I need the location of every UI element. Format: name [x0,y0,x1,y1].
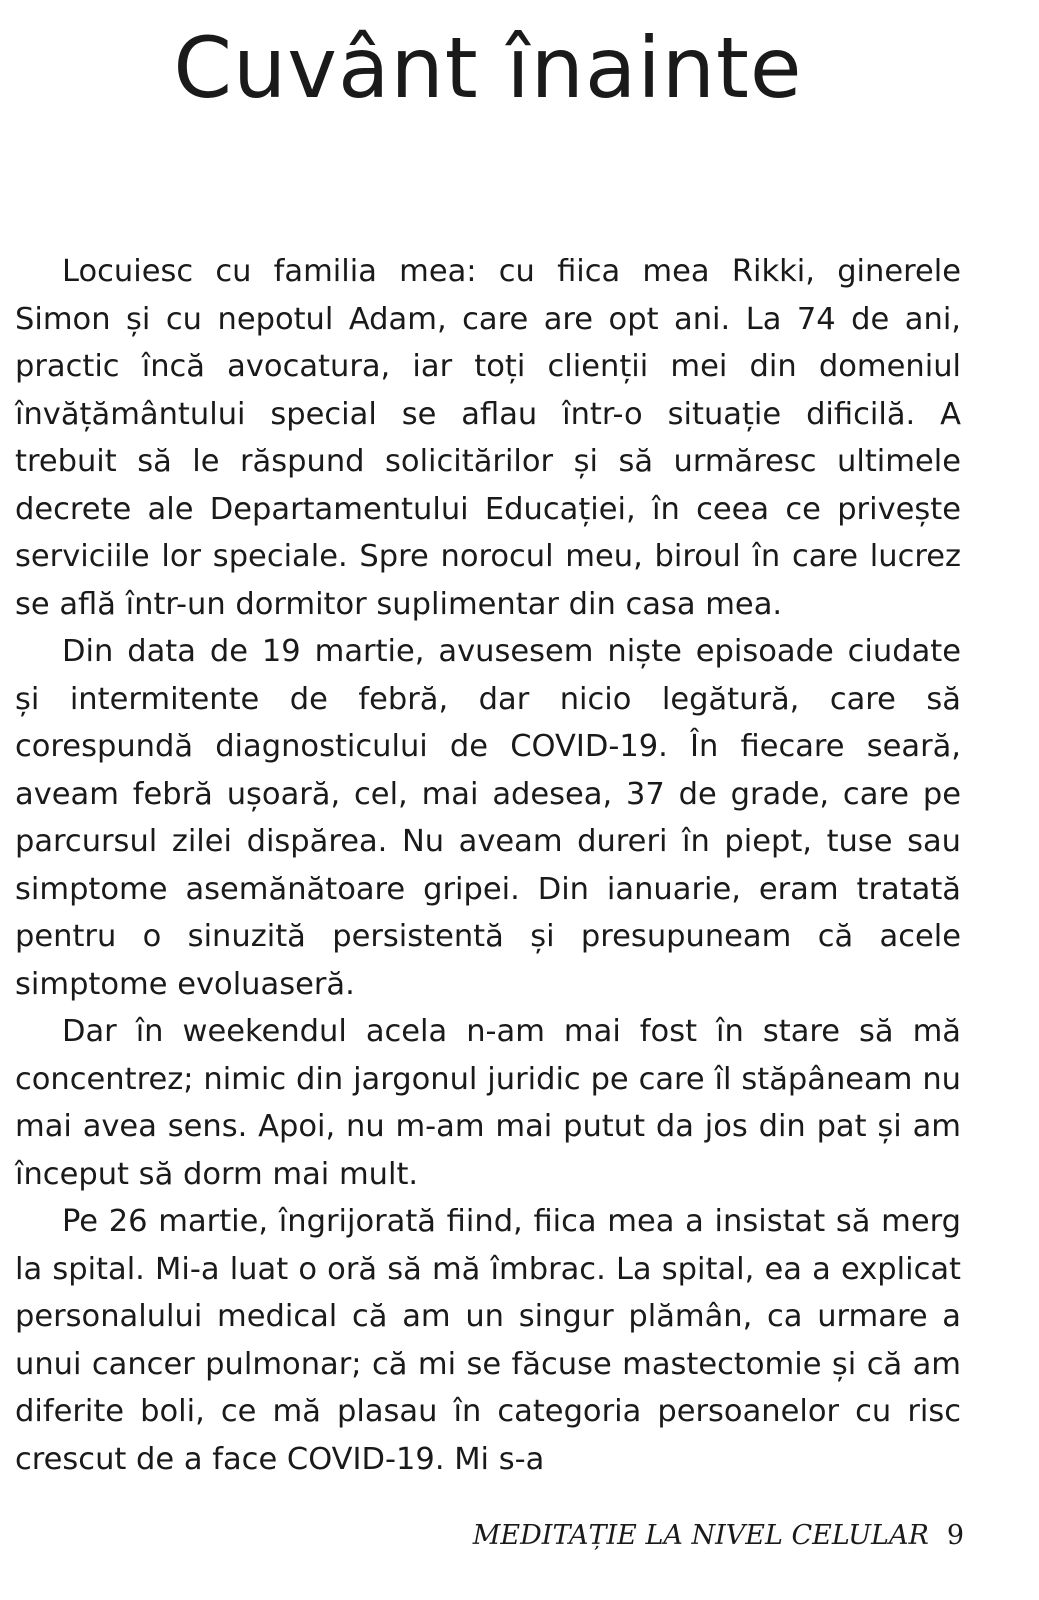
page-title: Cuvânt înainte [173,19,803,117]
paragraph-3: Dar în weekendul acela n-am mai fost în stare să mă concentrez; nimic din jargonul juridic pe care îl stăpâneam nu mai avea sens. Apoi, nu m-am mai putut da jos din pat și am început să dorm mai mult. [15,1014,961,1192]
running-title: MEDITAȚIE LA NIVEL CELULAR [472,1520,929,1551]
paragraph-1: Locuiesc cu familia mea: cu fiica mea Rikki, ginerele Simon și cu nepotul Adam, care are opt ani. La 74 de ani, practic încă avocatura, iar toți clienții mei din domeniul învățământului special se aflau într-o situație dificilă. A trebuit să le răspund solicitărilor și să urmăresc ultimele decrete ale Departamentului Educației, în ceea ce privește serviciile lor speciale. Spre norocul meu, biroul în care lucrez se află într-un dormitor suplimentar din casa mea. [15,254,961,622]
paragraph-2: Din data de 19 martie, avusesem niște episoade ciudate și intermitente de febră, dar nicio legătură, care să corespundă diagnosticului de COVID-19. În fiecare seară, aveam febră ușoară, cel, mai adesea, 37 de grade, care pe parcursul zilei dispărea. Nu aveam dureri în piept, tuse sau simptome asemănătoare gripei. Din ianuarie, eram tratată pentru o sinuzită persistentă și presupuneam că acele simptome evoluaseră. [15,634,961,1002]
page-footer [473,1520,964,1551]
paragraph-4: Pe 26 martie, îngrijorată fiind, fiica mea a insistat să merg la spital. Mi-a luat o oră să mă îmbrac. La spital, ea a explicat personalului medical că am un singur plămân, ca urmare a unui cancer pulmonar; că mi se făcuse mastectomie și că am diferite boli, ce mă plasau în categoria persoanelor cu risc crescut de a face COVID-19. Mi s-a [15,1204,961,1477]
page-number: 9 [946,1520,964,1551]
body-text [15,248,961,1483]
